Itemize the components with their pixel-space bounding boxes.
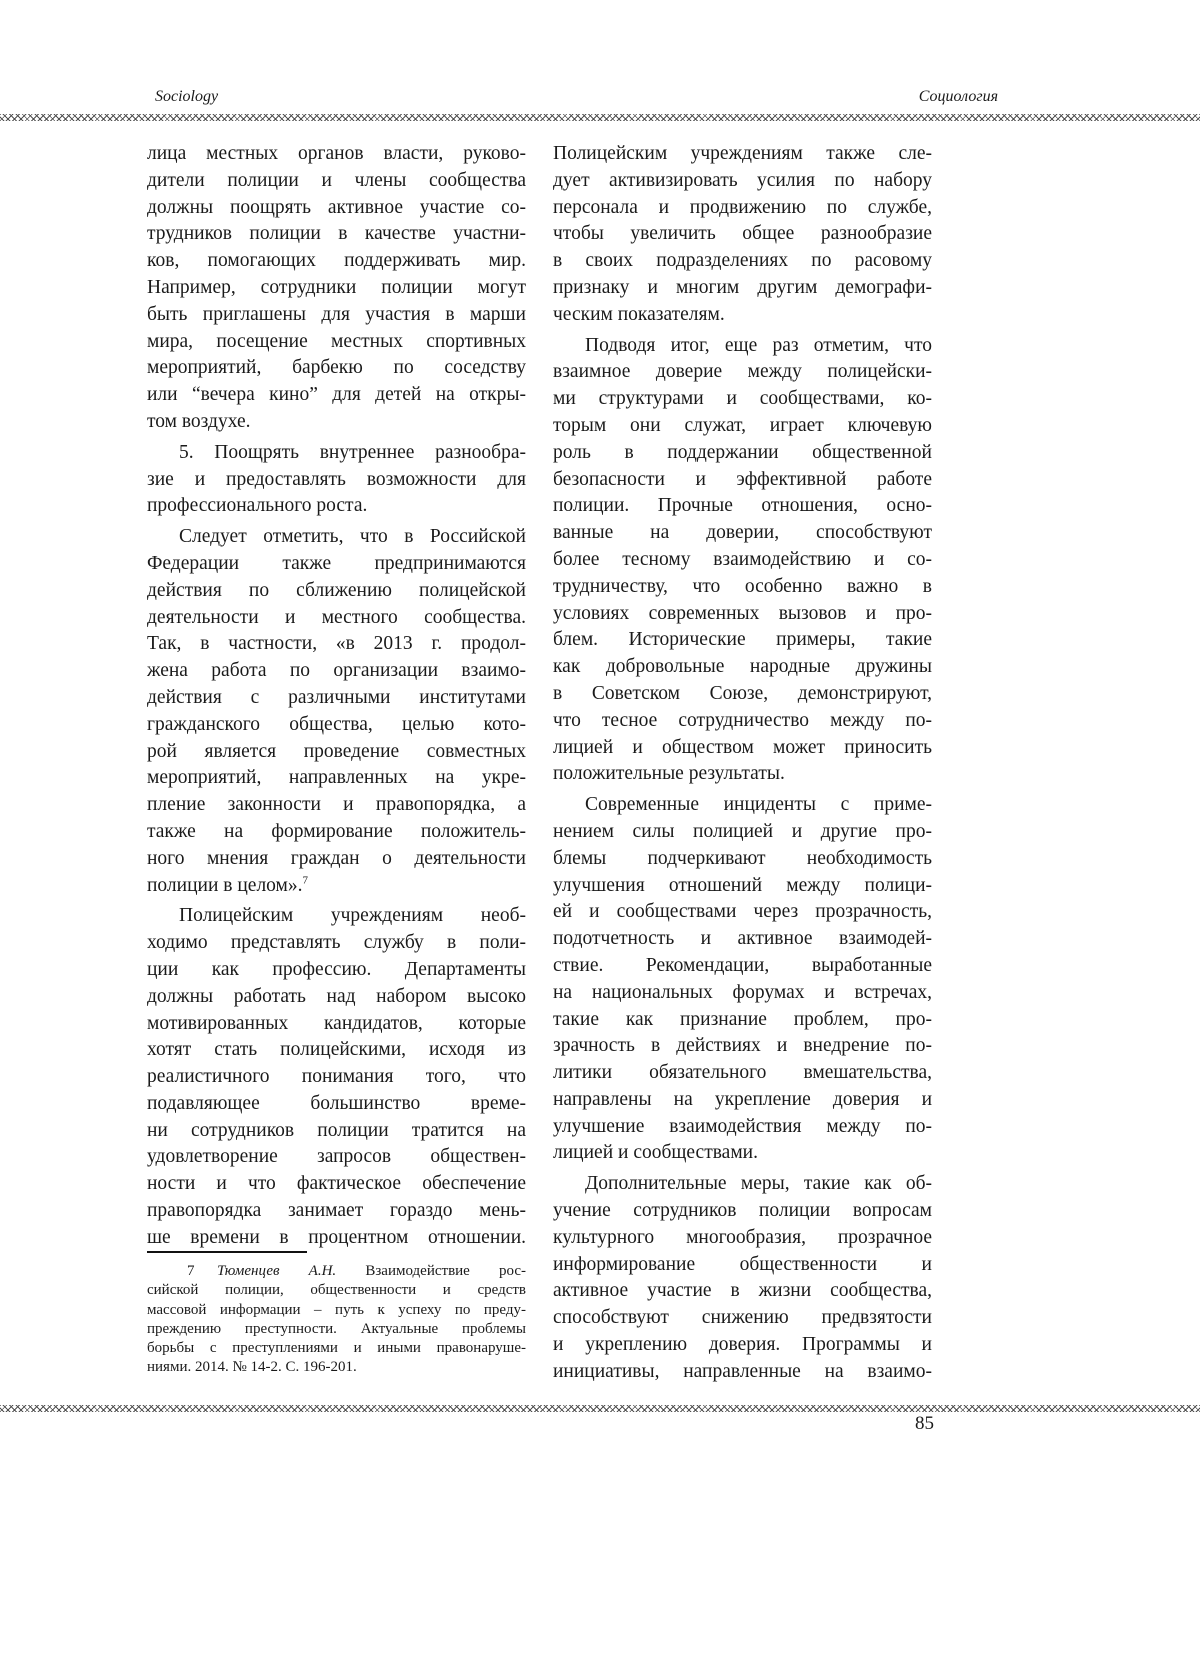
line-text: быть приглашены для участия в марши	[147, 304, 526, 325]
line-text: полиции в целом».	[147, 875, 303, 896]
line-text: учение сотрудников полиции вопросам	[553, 1200, 932, 1221]
text-line	[553, 386, 932, 413]
line-text: блемы подчеркивают необходимость	[553, 848, 932, 869]
line-text: реалистичного понимания того, что	[147, 1066, 526, 1087]
line-text: Современные инциденты с приме-	[585, 794, 932, 815]
footnote-text: борьбы с преступлениями и иными правонаруше-	[147, 1340, 526, 1356]
line-text: Дополнительные меры, такие как об-	[585, 1173, 932, 1194]
page-number: 85	[915, 1413, 934, 1435]
line-text: и укреплению доверия. Программы и	[553, 1334, 932, 1355]
text-line	[147, 1064, 526, 1091]
text-line	[553, 493, 932, 520]
text-line	[553, 195, 932, 222]
text-line	[147, 873, 526, 900]
text-line	[147, 792, 526, 819]
text-line	[553, 547, 932, 574]
text-line	[553, 302, 932, 329]
text-line	[147, 275, 526, 302]
footnote-rule	[147, 1251, 307, 1253]
line-text: полиции. Прочные отношения, осно-	[553, 495, 932, 516]
paragraph	[553, 141, 932, 329]
line-text: положительные результаты.	[553, 763, 785, 784]
paragraph	[147, 141, 526, 436]
line-text: взаимное доверие между полицейски-	[553, 361, 932, 382]
text-line	[147, 631, 526, 658]
text-line	[553, 1225, 932, 1252]
line-text: ей и сообществами через прозрачность,	[553, 901, 932, 922]
paragraph	[553, 1171, 932, 1385]
text-line	[553, 846, 932, 873]
text-line	[553, 221, 932, 248]
line-text: более тесному взаимодействию и со-	[553, 549, 932, 570]
text-line	[553, 1359, 932, 1386]
line-text: хотят стать полицейскими, исходя из	[147, 1039, 526, 1060]
text-line	[147, 355, 526, 382]
text-line	[553, 1252, 932, 1279]
line-text: мероприятий, барбекю по соседству	[147, 357, 526, 378]
line-text: персонала и продвижению по службе,	[553, 197, 932, 218]
line-text: ни сотрудников полиции тратится на	[147, 1120, 526, 1141]
line-text: Подводя итог, еще раз отметим, что	[585, 335, 932, 356]
footnote-line	[147, 1301, 526, 1320]
text-line	[553, 1305, 932, 1332]
footnote-line	[147, 1320, 526, 1339]
line-text: дители полиции и члены сообщества	[147, 170, 526, 191]
footnote-number: 7	[147, 1262, 217, 1281]
text-line	[147, 903, 526, 930]
line-text: Полицейским учреждениям необ-	[179, 905, 526, 926]
line-text: улучшения отношений между полици-	[553, 875, 932, 896]
text-line	[147, 819, 526, 846]
text-line	[147, 846, 526, 873]
line-text: ков, помогающих поддерживать мир.	[147, 250, 526, 271]
line-text: также на формирование положитель-	[147, 821, 526, 842]
line-text: на национальных форумах и встречах,	[553, 982, 932, 1003]
line-text: лицией и сообществами.	[553, 1142, 758, 1163]
footnote-text: сийской полиции, общественности и средств	[147, 1282, 526, 1298]
line-text: улучшение взаимодействия между по-	[553, 1116, 932, 1137]
line-text: действия по сближению полицейской	[147, 580, 526, 601]
text-line	[147, 685, 526, 712]
text-line	[553, 761, 932, 788]
line-text: ции как профессию. Департаменты	[147, 959, 526, 980]
footnote-line	[147, 1281, 526, 1300]
line-text: мероприятий, направленных на укре-	[147, 767, 526, 788]
text-line	[553, 275, 932, 302]
text-line	[553, 359, 932, 386]
footnote-author: Тюменцев А.Н.	[217, 1263, 336, 1279]
text-line	[147, 409, 526, 436]
footnote-text: преждению преступности. Актуальные проблемы	[147, 1321, 526, 1337]
text-line	[553, 1033, 932, 1060]
line-text: Например, сотрудники полиции могут	[147, 277, 526, 298]
text-line	[147, 984, 526, 1011]
text-line	[553, 248, 932, 275]
line-text: роль в поддержании общественной	[553, 442, 932, 463]
line-text: ного мнения граждан о деятельности	[147, 848, 526, 869]
text-line	[553, 574, 932, 601]
text-line	[553, 467, 932, 494]
text-line	[553, 1060, 932, 1087]
line-text: признаку и многим другим демографи-	[553, 277, 932, 298]
line-text: жена работа по организации взаимо-	[147, 660, 526, 681]
text-line	[553, 141, 932, 168]
text-line	[553, 1140, 932, 1167]
footnote-text: Взаимодействие рос-	[365, 1263, 526, 1279]
text-line	[147, 712, 526, 739]
text-line	[553, 735, 932, 762]
text-line	[147, 1091, 526, 1118]
text-line	[147, 930, 526, 957]
line-text: нением силы полицией и другие про-	[553, 821, 932, 842]
text-line	[553, 899, 932, 926]
line-text: ствие. Рекомендации, выработанные	[553, 955, 932, 976]
line-text: активное участие в жизни сообщества,	[553, 1280, 932, 1301]
line-text: в своих подразделениях по расовому	[553, 250, 932, 271]
paragraph	[147, 524, 526, 899]
text-line	[147, 957, 526, 984]
line-text: правопорядка занимает гораздо мень-	[147, 1200, 526, 1221]
line-text: в Советском Союзе, демонстрируют,	[553, 683, 932, 704]
line-text: пление законности и правопорядка, а	[147, 794, 526, 815]
text-line	[553, 953, 932, 980]
line-text: Так, в частности, «в 2013 г. продол-	[147, 633, 526, 654]
line-text: литики обязательного вмешательства,	[553, 1062, 932, 1083]
line-text: мира, посещение местных спортивных	[147, 331, 526, 352]
line-text: как добровольные народные дружины	[553, 656, 932, 677]
text-line	[553, 873, 932, 900]
footnote-line	[147, 1358, 526, 1377]
line-text: ности и что фактическое обеспечение	[147, 1173, 526, 1194]
text-line	[147, 141, 526, 168]
text-line	[147, 1037, 526, 1064]
text-line	[147, 329, 526, 356]
text-line	[147, 467, 526, 494]
text-line	[553, 333, 932, 360]
line-text: 5. Поощрять внутреннее разнообра-	[179, 442, 526, 463]
line-text: инициативы, направленные на взаимо-	[553, 1361, 932, 1382]
line-text: профессионального роста.	[147, 495, 367, 516]
text-line	[147, 493, 526, 520]
line-text: Федерации также предпринимаются	[147, 553, 526, 574]
footnote-reference: 7	[303, 874, 309, 886]
text-line	[553, 1332, 932, 1359]
text-line	[553, 926, 932, 953]
text-line	[553, 601, 932, 628]
left-column	[147, 141, 526, 1256]
line-text: способствуют снижению предвзятости	[553, 1307, 932, 1328]
line-text: что тесное сотрудничество между по-	[553, 710, 932, 731]
text-line	[553, 520, 932, 547]
line-text: рой является проведение совместных	[147, 741, 526, 762]
line-text: безопасности и эффективной работе	[553, 469, 932, 490]
footnote-text: массовой информации – путь к успеху по преду-	[147, 1302, 526, 1318]
text-line	[553, 654, 932, 681]
line-text: дует активизировать усилия по набору	[553, 170, 932, 191]
line-text: мотивированных кандидатов, которые	[147, 1013, 526, 1034]
text-line	[553, 681, 932, 708]
paragraph	[147, 440, 526, 520]
top-ornament-divider	[0, 114, 1200, 121]
line-text: торым они служат, играет ключевую	[553, 415, 932, 436]
text-line	[553, 1007, 932, 1034]
text-line	[553, 980, 932, 1007]
text-line	[147, 1144, 526, 1171]
text-line	[147, 1198, 526, 1225]
text-line	[553, 413, 932, 440]
text-line	[147, 524, 526, 551]
line-text: направлены на укрепление доверия и	[553, 1089, 932, 1110]
line-text: гражданского общества, целью кото-	[147, 714, 526, 735]
paragraph	[147, 903, 526, 1251]
line-text: Полицейским учреждениям также сле-	[553, 143, 932, 164]
line-text: или “вечера кино” для детей на откры-	[147, 384, 526, 405]
text-line	[147, 551, 526, 578]
line-text: трудничеству, что особенно важно в	[553, 576, 932, 597]
line-text: ми структурами и сообществами, ко-	[553, 388, 932, 409]
text-line	[147, 605, 526, 632]
text-line	[553, 792, 932, 819]
line-text: ше времени в процентном отношении.	[147, 1227, 526, 1248]
text-line	[147, 440, 526, 467]
text-line	[147, 739, 526, 766]
text-line	[553, 440, 932, 467]
running-header-right: Социология	[919, 88, 998, 106]
right-column	[553, 141, 932, 1390]
line-text: ческим показателям.	[553, 304, 725, 325]
text-line	[147, 302, 526, 329]
line-text: культурного многообразия, прозрачное	[553, 1227, 932, 1248]
text-line	[147, 248, 526, 275]
text-line	[553, 168, 932, 195]
line-text: деятельности и местного сообщества.	[147, 607, 526, 628]
line-text: чтобы увеличить общее разнообразие	[553, 223, 932, 244]
text-line	[147, 1171, 526, 1198]
line-text: подавляющее большинство време-	[147, 1093, 526, 1114]
line-text: трудников полиции в качестве участни-	[147, 223, 526, 244]
text-line	[147, 221, 526, 248]
paragraph	[553, 333, 932, 789]
line-text: должны работать над набором высоко	[147, 986, 526, 1007]
line-text: ходимо представлять службу в поли-	[147, 932, 526, 953]
line-text: условиях современных вызовов и про-	[553, 603, 932, 624]
text-line	[553, 708, 932, 735]
line-text: зие и предоставлять возможности для	[147, 469, 526, 490]
text-line	[553, 1278, 932, 1305]
line-text: действия с различными институтами	[147, 687, 526, 708]
text-line	[553, 1114, 932, 1141]
line-text: том воздухе.	[147, 411, 251, 432]
text-line	[147, 658, 526, 685]
line-text: такие как признание проблем, про-	[553, 1009, 932, 1030]
text-line	[553, 1198, 932, 1225]
footnote-line	[147, 1339, 526, 1358]
text-line	[553, 1087, 932, 1114]
text-line	[147, 195, 526, 222]
text-line	[147, 168, 526, 195]
line-text: удовлетворение запросов обществен-	[147, 1146, 526, 1167]
line-text: подотчетность и активное взаимодей-	[553, 928, 932, 949]
line-text: зрачность в действиях и внедрение по-	[553, 1035, 932, 1056]
line-text: лицией и обществом может приносить	[553, 737, 932, 758]
text-line	[553, 1171, 932, 1198]
paragraph	[553, 792, 932, 1167]
footnote-text: ниями. 2014. № 14-2. С. 196-201.	[147, 1359, 357, 1375]
bottom-ornament-divider	[0, 1405, 1200, 1412]
text-line	[147, 1011, 526, 1038]
running-header-left: Sociology	[155, 88, 218, 106]
text-line	[147, 1118, 526, 1145]
text-line	[147, 765, 526, 792]
line-text: блем. Исторические примеры, такие	[553, 629, 932, 650]
footnote	[147, 1262, 526, 1378]
line-text: лица местных органов власти, руково-	[147, 143, 526, 164]
text-line	[553, 627, 932, 654]
text-line	[147, 1225, 526, 1252]
line-text: ванные на доверии, способствуют	[553, 522, 932, 543]
line-text: должны поощрять активное участие со-	[147, 197, 526, 218]
line-text: информирование общественности и	[553, 1254, 932, 1275]
text-line	[553, 819, 932, 846]
line-text: Следует отметить, что в Российской	[179, 526, 526, 547]
text-line	[147, 578, 526, 605]
text-line	[147, 382, 526, 409]
footnote-line	[147, 1262, 526, 1281]
